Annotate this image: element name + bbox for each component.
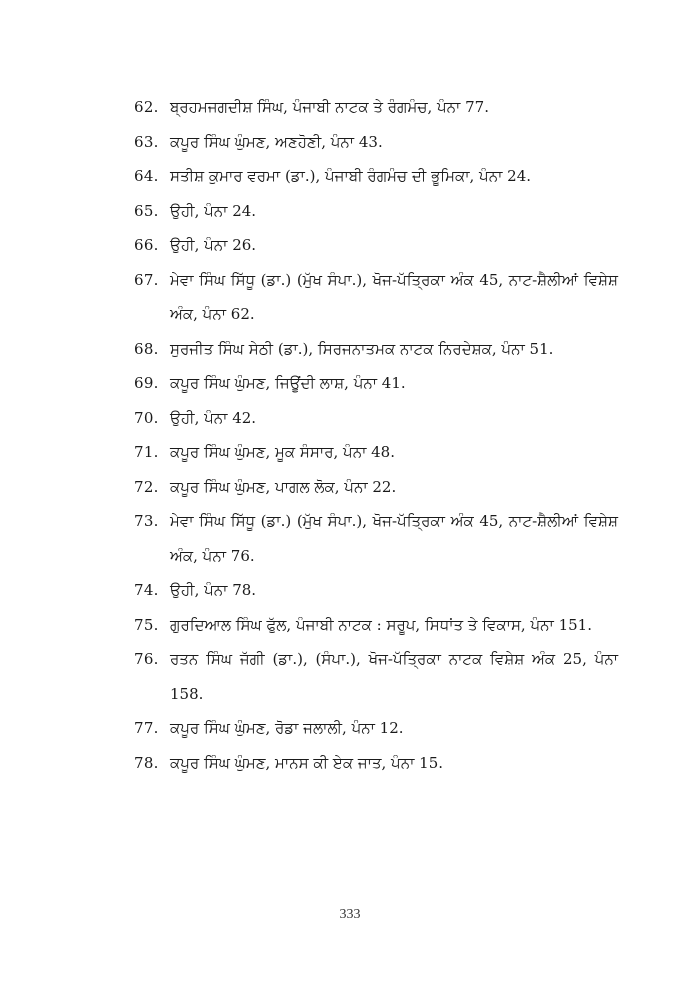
endnote-number: 65.: [134, 201, 159, 220]
endnote-item: [134, 504, 618, 573]
endnote-number: 74.: [134, 581, 159, 599]
endnote-text: ਕਪੂਰ ਸਿੰਘ ਘੁੰਮਣ, ਮੂਕ ਸੰਸਾਰ, ਪੰਨਾ 48.: [170, 443, 395, 461]
endnote-number: 63.: [134, 132, 159, 151]
endnote-item: [134, 746, 618, 781]
endnote-text: ਉਹੀ, ਪੰਨਾ 24.: [170, 201, 257, 220]
endnote-number: 68.: [134, 339, 159, 358]
endnote-number: 71.: [134, 443, 159, 461]
endnote-item: [134, 470, 618, 505]
endnote-number: 78.: [134, 753, 159, 772]
endnote-text: ਉਹੀ, ਪੰਨਾ 26.: [170, 236, 257, 254]
endnote-text: ਉਹੀ, ਪੰਨਾ 42.: [170, 408, 257, 427]
page-number: 333: [339, 907, 361, 922]
endnote-text: ਕਪੂਰ ਸਿੰਘ ਘੁੰਮਣ, ਅਣਹੋਣੀ, ਪੰਨਾ 43.: [170, 132, 383, 151]
endnote-number: 69.: [134, 374, 159, 392]
endnote-text: ਬ੍ਰਹਮਜਗਦੀਸ਼ ਸਿੰਘ, ਪੰਜਾਬੀ ਨਾਟਕ ਤੇ ਰੰਗਮੰਚ, ਪੰਨਾ 77.: [170, 98, 489, 116]
endnote-item: [134, 401, 618, 436]
endnote-item: [134, 435, 618, 470]
endnote-number: 67.: [134, 270, 159, 289]
endnote-number: 66.: [134, 236, 159, 254]
endnote-text: ਮੇਵਾ ਸਿੰਘ ਸਿੱਧੂ (ਡਾ.) (ਮੁੱਖ ਸੰਪਾ.), ਖੋਜ-ਪੱਤ੍ਰਿਕਾ ਅੰਕ 45, ਨਾਟ-ਸ਼ੈਲੀਆਂ ਵਿਸ਼ੇਸ਼ ਅੰਕ, ਪੰਨਾ 76.: [170, 512, 618, 565]
endnote-number: 76.: [134, 650, 159, 668]
endnote-number: 64.: [134, 167, 159, 185]
endnote-item: [134, 642, 618, 711]
endnote-number: 72.: [134, 477, 159, 496]
endnote-item: [134, 228, 618, 263]
endnote-item: [134, 366, 618, 401]
endnote-text: ਕਪੂਰ ਸਿੰਘ ਘੁੰਮਣ, ਪਾਗਲ ਲੋਕ, ਪੰਨਾ 22.: [170, 477, 397, 496]
endnote-number: 77.: [134, 719, 159, 737]
endnote-number: 73.: [134, 512, 159, 530]
endnote-text: ਗੁਰਦਿਆਲ ਸਿੰਘ ਫੁੱਲ, ਪੰਜਾਬੀ ਨਾਟਕ : ਸਰੂਪ, ਸਿਧਾਂਤ ਤੇ ਵਿਕਾਸ, ਪੰਨਾ 151.: [170, 615, 592, 634]
endnote-item: [134, 90, 618, 125]
endnote-item: [134, 573, 618, 608]
endnote-text: ਕਪੂਰ ਸਿੰਘ ਘੁੰਮਣ, ਜਿਊਂਦੀ ਲਾਸ਼, ਪੰਨਾ 41.: [170, 374, 406, 392]
endnote-item: [134, 711, 618, 746]
endnote-text: ਕਪੂਰ ਸਿੰਘ ਘੁੰਮਣ, ਮਾਨਸ ਕੀ ਏਕ ਜਾਤ, ਪੰਨਾ 15.: [170, 753, 444, 772]
endnote-text: ਮੇਵਾ ਸਿੰਘ ਸਿੱਧੂ (ਡਾ.) (ਮੁੱਖ ਸੰਪਾ.), ਖੋਜ-ਪੱਤ੍ਰਿਕਾ ਅੰਕ 45, ਨਾਟ-ਸ਼ੈਲੀਆਂ ਵਿਸ਼ੇਸ਼ ਅੰਕ, ਪੰਨਾ 62.: [170, 270, 618, 323]
endnote-text: ਸੁਰਜੀਤ ਸਿੰਘ ਸੇਠੀ (ਡਾ.), ਸਿਰਜਨਾਤਮਕ ਨਾਟਕ ਨਿਰਦੇਸ਼ਕ, ਪੰਨਾ 51.: [170, 339, 554, 358]
endnote-item: [134, 125, 618, 160]
endnote-number: 70.: [134, 408, 159, 427]
endnote-number: 75.: [134, 615, 159, 634]
endnote-text: ਉਹੀ, ਪੰਨਾ 78.: [170, 581, 257, 599]
endnote-item: [134, 608, 618, 643]
endnote-item: [134, 332, 618, 367]
endnote-item: [134, 263, 618, 332]
endnote-text: ਰਤਨ ਸਿੰਘ ਜੱਗੀ (ਡਾ.), (ਸੰਪਾ.), ਖੋਜ-ਪੱਤ੍ਰਿਕਾ ਨਾਟਕ ਵਿਸ਼ੇਸ਼ ਅੰਕ 25, ਪੰਨਾ 158.: [170, 650, 618, 703]
endnote-number: 62.: [134, 98, 159, 116]
endnotes-list: [134, 90, 618, 780]
endnote-text: ਕਪੂਰ ਸਿੰਘ ਘੁੰਮਣ, ਰੋਡਾ ਜਲਾਲੀ, ਪੰਨਾ 12.: [170, 719, 404, 737]
endnote-item: [134, 159, 618, 194]
endnote-text: ਸਤੀਸ਼ ਕੁਮਾਰ ਵਰਮਾ (ਡਾ.), ਪੰਜਾਬੀ ਰੰਗਮੰਚ ਦੀ ਭੂਮਿਕਾ, ਪੰਨਾ 24.: [170, 167, 532, 185]
endnote-item: [134, 194, 618, 229]
